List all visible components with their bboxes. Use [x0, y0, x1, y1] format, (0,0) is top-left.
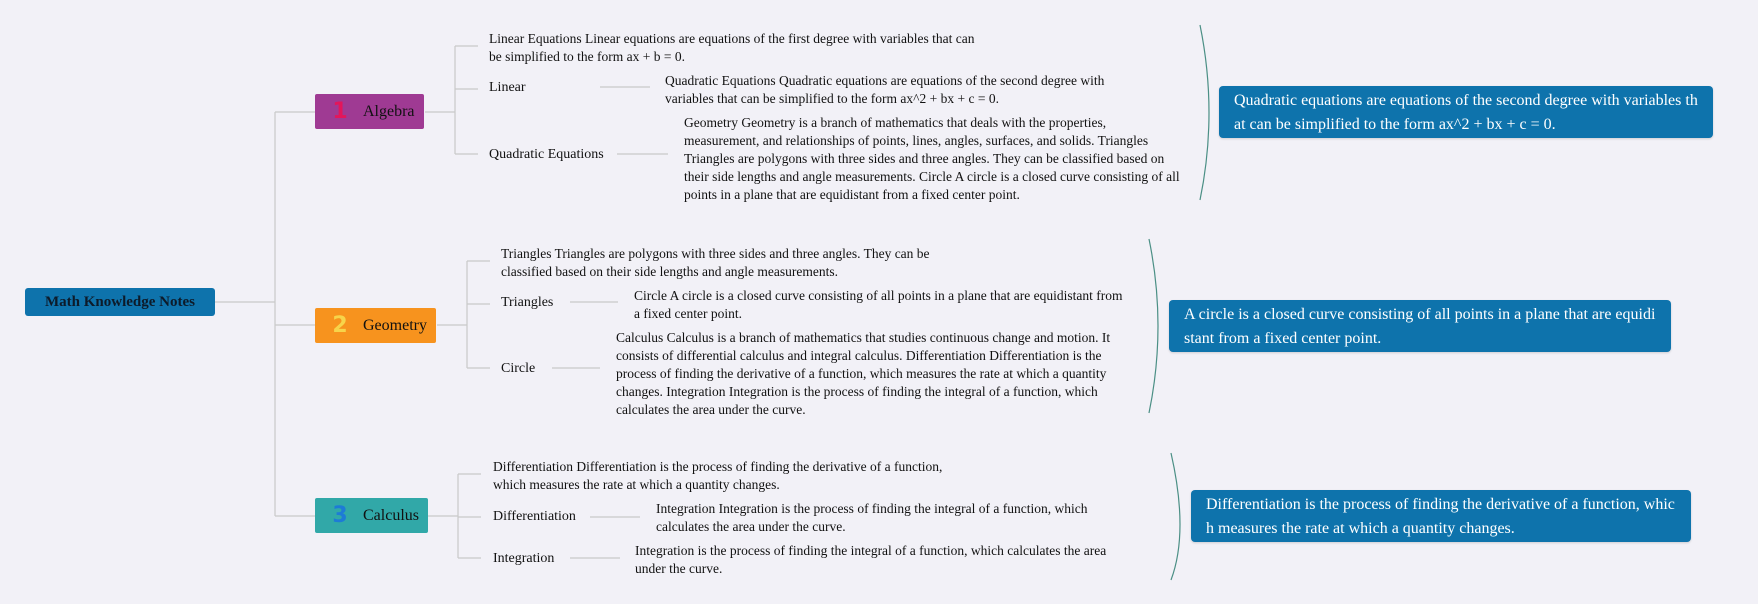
topic-geometry[interactable]: [315, 308, 436, 343]
note-integration: Integration is the process of finding the integral of a function, which calculates the area under the curve.: [635, 543, 1107, 576]
subtopic-differentiation-detail[interactable]: Differentiation Differentiation is the process of finding the derivative of a function, which measures the rate at which a quantity changes.: [493, 459, 943, 492]
subtopic-triangles[interactable]: Triangles: [501, 295, 554, 310]
note-geometry-overview: Geometry Geometry is a branch of mathematics that deals with the properties, measurement, and relationships of points, lines, angles, surfaces, and solids. Triangles Triangles are polygons with three sides and three angles. They can be classified based on their side lengths and angle measurements. Circle A circle is a closed curve consisting of all points in a plane that are equidistant from a fixed center point.: [684, 115, 1180, 202]
number-one-icon: 1: [332, 99, 348, 124]
subtopic-differentiation[interactable]: Differentiation: [493, 509, 576, 524]
topic-calculus[interactable]: [315, 498, 428, 533]
note-calculus-overview: Calculus Calculus is a branch of mathematics that studies continuous change and motion. It consists of differential calculus and integral calculus. Differentiation Differentiation is the process of finding the derivative of a function, which measures the rate at which a quantity changes. Integration Integration is the process of finding the integral of a function, which calculates the area under the curve.: [616, 330, 1111, 417]
topic-geometry-label: Geometry: [363, 316, 427, 334]
subtopic-linear[interactable]: Linear: [489, 80, 526, 95]
note-integration-detail: Integration Integration is the process of finding the integral of a function, which calculates the area under the curve.: [656, 501, 1088, 534]
topic-algebra-label: Algebra: [363, 102, 415, 120]
subtopic-triangles-detail[interactable]: Triangles Triangles are polygons with three sides and three angles. They can be classified based on their side lengths and angle measurements.: [501, 246, 930, 279]
number-two-icon: 2: [332, 313, 348, 338]
note-circle: Circle A circle is a closed curve consisting of all points in a plane that are equidistant from a fixed center point.: [634, 288, 1123, 321]
note-quadratic-equations: Quadratic Equations Quadratic equations are equations of the second degree with variables that can be simplified to the form ax^2 + bx + c = 0.: [665, 73, 1105, 106]
number-three-icon: 3: [332, 503, 348, 528]
topic-algebra[interactable]: [315, 94, 424, 129]
callout-calculus: Differentiation is the process of finding the derivative of a function, which measures the rate at which a quantity changes.: [1191, 490, 1691, 542]
root-topic[interactable]: [25, 288, 215, 316]
root-topic-label: Math Knowledge Notes: [45, 293, 195, 310]
subtopic-integration[interactable]: Integration: [493, 551, 555, 566]
topic-calculus-label: Calculus: [363, 506, 419, 524]
subtopic-linear-equations[interactable]: Linear Equations Linear equations are equations of the first degree with variables that can be simplified to the form ax + b = 0.: [489, 31, 975, 64]
subtopic-quadratic-equations[interactable]: Quadratic Equations: [489, 147, 604, 162]
subtopic-circle[interactable]: Circle: [501, 361, 536, 376]
callout-geometry: A circle is a closed curve consisting of all points in a plane that are equidistant from a fixed center point.: [1169, 300, 1671, 352]
callout-algebra: Quadratic equations are equations of the second degree with variables that can be simplified to the form ax^2 + bx + c = 0.: [1219, 86, 1713, 138]
